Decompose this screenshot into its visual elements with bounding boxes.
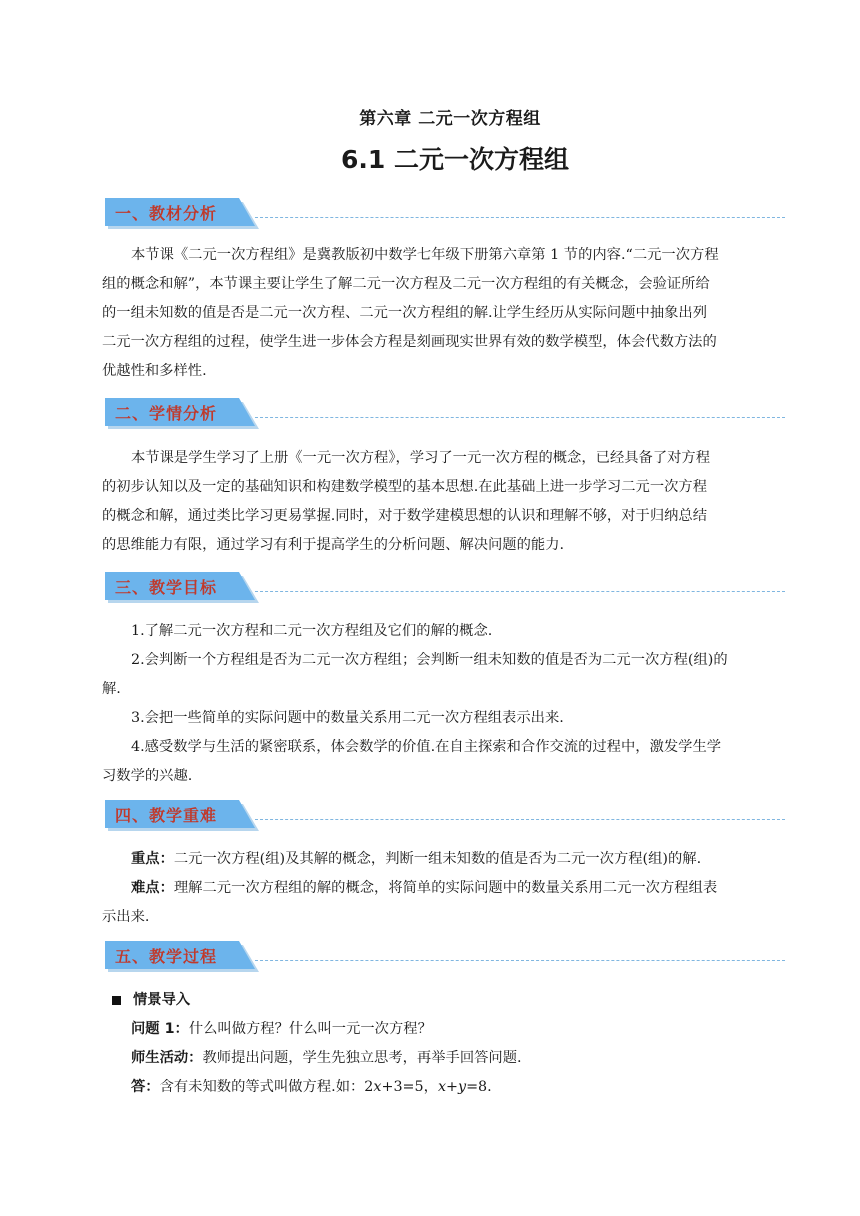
- section-tab: [105, 198, 255, 226]
- section-header-1: [105, 198, 785, 230]
- eq-var: y: [458, 1079, 467, 1095]
- eq-rest: =8.: [466, 1079, 492, 1095]
- answer-line: [102, 1073, 791, 1102]
- eq-coef: 2: [364, 1079, 374, 1095]
- activity-text: 教师提出问题，学生先独立思考，再举手回答问题.: [202, 1050, 522, 1066]
- paragraph-line: 二元一次方程组的过程，使学生进一步体会方程是刻画现实世界有效的数学模型，体会代数方法的: [102, 334, 717, 350]
- objective-item-cont: 习数学的兴趣.: [102, 768, 193, 784]
- dashed-divider: [255, 591, 785, 592]
- intro-heading: 情景导入: [133, 992, 191, 1008]
- difficult-point-label: 难点：: [131, 880, 174, 896]
- difficult-point-cont: 示出来.: [102, 909, 150, 925]
- activity-label: 师生活动：: [131, 1050, 203, 1066]
- section-title: 6.1 二元一次方程组: [341, 145, 569, 174]
- dashed-divider: [255, 417, 785, 418]
- question-line: [102, 1015, 791, 1044]
- objective-item: 2.会判断一个方程组是否为二元一次方程组；会判断一组未知数的值是否为二元一次方程(组)的: [131, 652, 728, 668]
- section-header-4: [105, 800, 785, 832]
- key-point-text: 二元一次方程(组)及其解的概念，判断一组未知数的值是否为二元一次方程(组)的解.: [173, 851, 702, 867]
- dashed-divider: [255, 960, 785, 961]
- answer-label: 答：: [131, 1079, 160, 1095]
- section-header-2: [105, 398, 785, 430]
- section-tab: [105, 398, 255, 426]
- paragraph-line: 优越性和多样性.: [102, 363, 207, 379]
- answer-text: 含有未知数的等式叫做方程.如：: [159, 1079, 365, 1095]
- difficult-point: [102, 874, 791, 903]
- section-header-5: [105, 941, 785, 973]
- key-point: [102, 845, 791, 874]
- eq-var: x: [437, 1079, 447, 1095]
- key-point-label: 重点：: [131, 851, 174, 867]
- eq-op: +: [446, 1079, 458, 1095]
- objective-item: 1.了解二元一次方程和二元一次方程组及它们的解的概念.: [131, 623, 493, 639]
- paragraph-line: 的概念和解，通过类比学习更易掌握.同时，对于数学建模思想的认识和理解不够，对于归纳总结: [102, 508, 708, 524]
- paragraph-line: 的一组未知数的值是否是二元一次方程、二元一次方程组的解.让学生经历从实际问题中抽象出列: [102, 305, 708, 321]
- paragraph-line: 组的概念和解”，本节课主要让学生了解二元一次方程及二元一次方程组的有关概念，会验证所给: [102, 276, 710, 292]
- section-label: 五、教学过程: [115, 947, 218, 966]
- section-tab: [105, 941, 255, 969]
- question-label: 问题 1：: [131, 1021, 189, 1037]
- question-text: 什么叫做方程？什么叫一元一次方程？: [188, 1021, 432, 1037]
- section-label: 一、教材分析: [115, 204, 218, 223]
- objective-item: 4.感受数学与生活的紧密联系，体会数学的价值.在自主探索和合作交流的过程中，激发学生学: [131, 739, 722, 755]
- activity-line: [102, 1044, 791, 1073]
- paragraph-line: 本节课《二元一次方程组》是冀教版初中数学七年级下册第六章第 1 节的内容.“二元一次方程: [131, 247, 719, 263]
- eq-var: x: [373, 1079, 382, 1095]
- equation-1: [364, 1079, 438, 1095]
- paragraph-line: 本节课是学生学习了上册《一元一次方程》，学习了一元一次方程的概念，已经具备了对方程: [131, 450, 711, 466]
- section-label: 二、学情分析: [115, 404, 218, 423]
- section-label: 四、教学重难: [115, 806, 218, 825]
- section-tab: [105, 800, 255, 828]
- section-tab: [105, 572, 255, 600]
- section-header-3: [105, 572, 785, 604]
- eq-rest: +3=5，: [381, 1079, 438, 1095]
- objective-item: 3.会把一些简单的实际问题中的数量关系用二元一次方程组表示出来.: [131, 710, 564, 726]
- section-label: 三、教学目标: [115, 578, 218, 597]
- square-bullet-icon: [112, 996, 121, 1005]
- dashed-divider: [255, 217, 785, 218]
- equation-2: [438, 1079, 492, 1095]
- paragraph-line: 的思维能力有限，通过学习有利于提高学生的分析问题、解决问题的能力.: [102, 537, 565, 553]
- objective-item-cont: 解.: [102, 681, 121, 697]
- paragraph-line: 的初步认知以及一定的基础知识和构建数学模型的基本思想.在此基础上进一步学习二元一次方程: [102, 479, 708, 495]
- dashed-divider: [255, 819, 785, 820]
- difficult-point-text: 理解二元一次方程组的解的概念，将简单的实际问题中的数量关系用二元一次方程组表: [173, 880, 718, 896]
- chapter-title: 第六章 二元一次方程组: [359, 109, 541, 129]
